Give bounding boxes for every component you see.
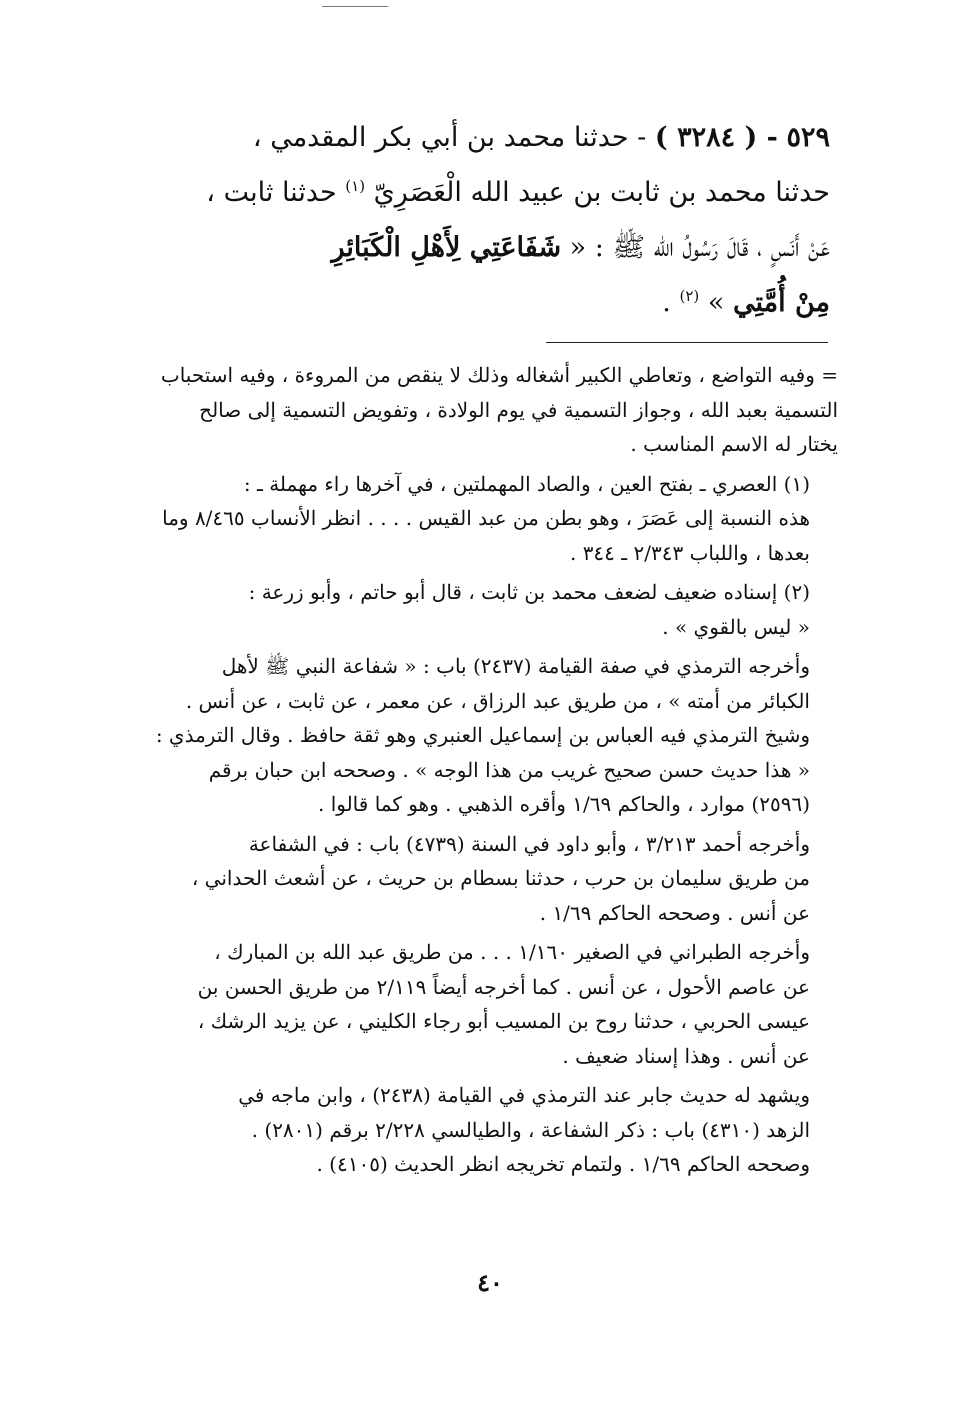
isnad-part-3: حدثنا ثابت ، xyxy=(206,177,337,208)
hadith-line-4 xyxy=(130,275,830,330)
footnote-line: (٢٥٩٦) موارد ، والحاكم ١/٦٩ وأقره الذهبي . وهو كما قالوا . xyxy=(317,792,810,816)
footnote-2-tirmidhi xyxy=(138,649,838,822)
matn-part-1: شَفَاعَتِي لِأَهْلِ الْكَبَائِرِ xyxy=(331,232,562,263)
footnote-2-tabarani xyxy=(138,935,838,1073)
footnote-line: وأخرجه أحمد ٣/٢١٣ ، وأبو داود في السنة (٤٧٣٩) باب : في الشفاعة xyxy=(248,831,810,856)
footnote-line: وشيخ الترمذي فيه العباس بن إسماعيل العنبري وهو ثقة حافظ . وقال الترمذي : xyxy=(155,723,810,747)
footnote-marker-1: (١) xyxy=(345,177,366,195)
footnote-line: الزهد (٤٣١٠) باب : ذكر الشفاعة ، والطيالسي ٢/٢٢٨ برقم (٢٨٠١) . xyxy=(251,1117,810,1142)
footnote-line: يختار له الاسم المناسب . xyxy=(630,432,838,456)
footnote-line: (١) العصري ـ بفتح العين ، والصاد المهملتين ، في آخرها راء مهملة ـ : xyxy=(243,471,810,496)
footnote-line: (٢) إسناده ضعيف لضعف محمد بن ثابت ، قال أبو حاتم ، وأبو زرعة : xyxy=(248,580,810,604)
footnote-line: عن أنس . وصححه الحاكم ١/٦٩ . xyxy=(539,900,810,925)
hadith-line-1: ٥٢٩ - ( ٣٢٨٤ ) - حدثنا محمد بن أبي بكر المقدمي ، xyxy=(252,122,830,153)
footnote-line: عيسى الحربي ، حدثنا روح بن المسيب أبو رجاء الكليني ، عن يزيد الرشك ، xyxy=(197,1009,810,1033)
hadith-text xyxy=(130,110,830,330)
footnote-1 xyxy=(138,467,838,571)
footnote-line: وأخرجه الترمذي في صفة القيامة (٢٤٣٧) باب : « شفاعة النبي ﷺ لأهل xyxy=(221,654,810,678)
footnotes xyxy=(138,358,838,1187)
footnote-line: التسمية بعبد الله ، وجواز التسمية في يوم الولادة ، وتفويض التسمية إلى صالح xyxy=(199,397,838,422)
closing-quote: » xyxy=(707,287,725,318)
footnote-2-ahmad xyxy=(138,827,838,931)
isnad-part-1: حدثنا محمد بن أبي بكر المقدمي ، xyxy=(252,122,629,153)
hadith-line-2 xyxy=(130,165,830,220)
closing-period: . xyxy=(662,287,671,318)
footnote-line: عن عاصم الأحول ، عن أنس . كما أخرجه أيضاً ٢/١١٩ من طريق الحسن بن xyxy=(197,974,810,999)
footnote-line: عن أنس . وهذا إسناد ضعيف . xyxy=(562,1043,810,1068)
footnote-line: هذه النسبة إلى عَصَرَ ، وهو بطن من عبد القيس . . . . انظر الأنساب ٨/٤٦٥ وما xyxy=(162,506,810,530)
footnote-line: من طريق سليمان بن حرب ، حدثنا بسطام بن حريث ، عن أشعث الحداني ، xyxy=(191,866,810,890)
top-rule xyxy=(322,6,388,7)
matn-part-2: مِنْ أُمَّتِي xyxy=(732,287,830,318)
footnote-2 xyxy=(138,575,838,644)
footnote-line: = وفيه التواضع ، وتعاطي الكبير أشغاله وذلك لا ينقص من المروءة ، وفيه استحباب xyxy=(160,363,838,387)
hadith-line-3 xyxy=(130,220,830,275)
hadith-number: ٥٢٩ xyxy=(786,122,830,153)
footnote-line: بعدها ، واللباب ٢/٣٤٣ ـ ٣٤٤ . xyxy=(569,540,810,565)
footnote-2-witness xyxy=(138,1078,838,1182)
footnote-line: الكبائر من أمته » ، من طريق عبد الرزاق ، عن معمر ، عن ثابت ، عن أنس . xyxy=(185,688,810,713)
footnote-line: وصححه الحاكم ١/٦٩ . ولتمام تخريجه انظر الحديث (٤١٠٥) . xyxy=(316,1152,810,1176)
isnad-part-4: عَنْ أَنَسٍ ، قَالَ رَسُولُ الله ﷺ : « xyxy=(569,232,830,263)
footnote-line: « هذا حديث حسن صحيح غريب من هذا الوجه » . وصححه ابن حبان برقم xyxy=(208,757,810,782)
footnote-line: وأخرجه الطبراني في الصغير ١/١٦٠ . . . من طريق عبد الله بن المبارك ، xyxy=(214,940,810,964)
footnote-line: ويشهد له حديث جابر عند الترمذي في القيامة (٢٤٣٨) ، وابن ماجه في xyxy=(238,1083,810,1107)
footnote-line: « ليس بالقوي » . xyxy=(662,614,810,639)
footnote-continuation xyxy=(138,358,838,462)
footnote-marker-2: (٢) xyxy=(679,287,700,305)
page-number: ٤٠ xyxy=(477,1268,503,1297)
hadith-reference: ( ٣٢٨٤ ) xyxy=(654,122,758,153)
footnote-divider xyxy=(546,342,828,343)
isnad-part-2: حدثنا محمد بن ثابت بن عبيد الله الْعَصَرِيّ xyxy=(373,177,830,208)
